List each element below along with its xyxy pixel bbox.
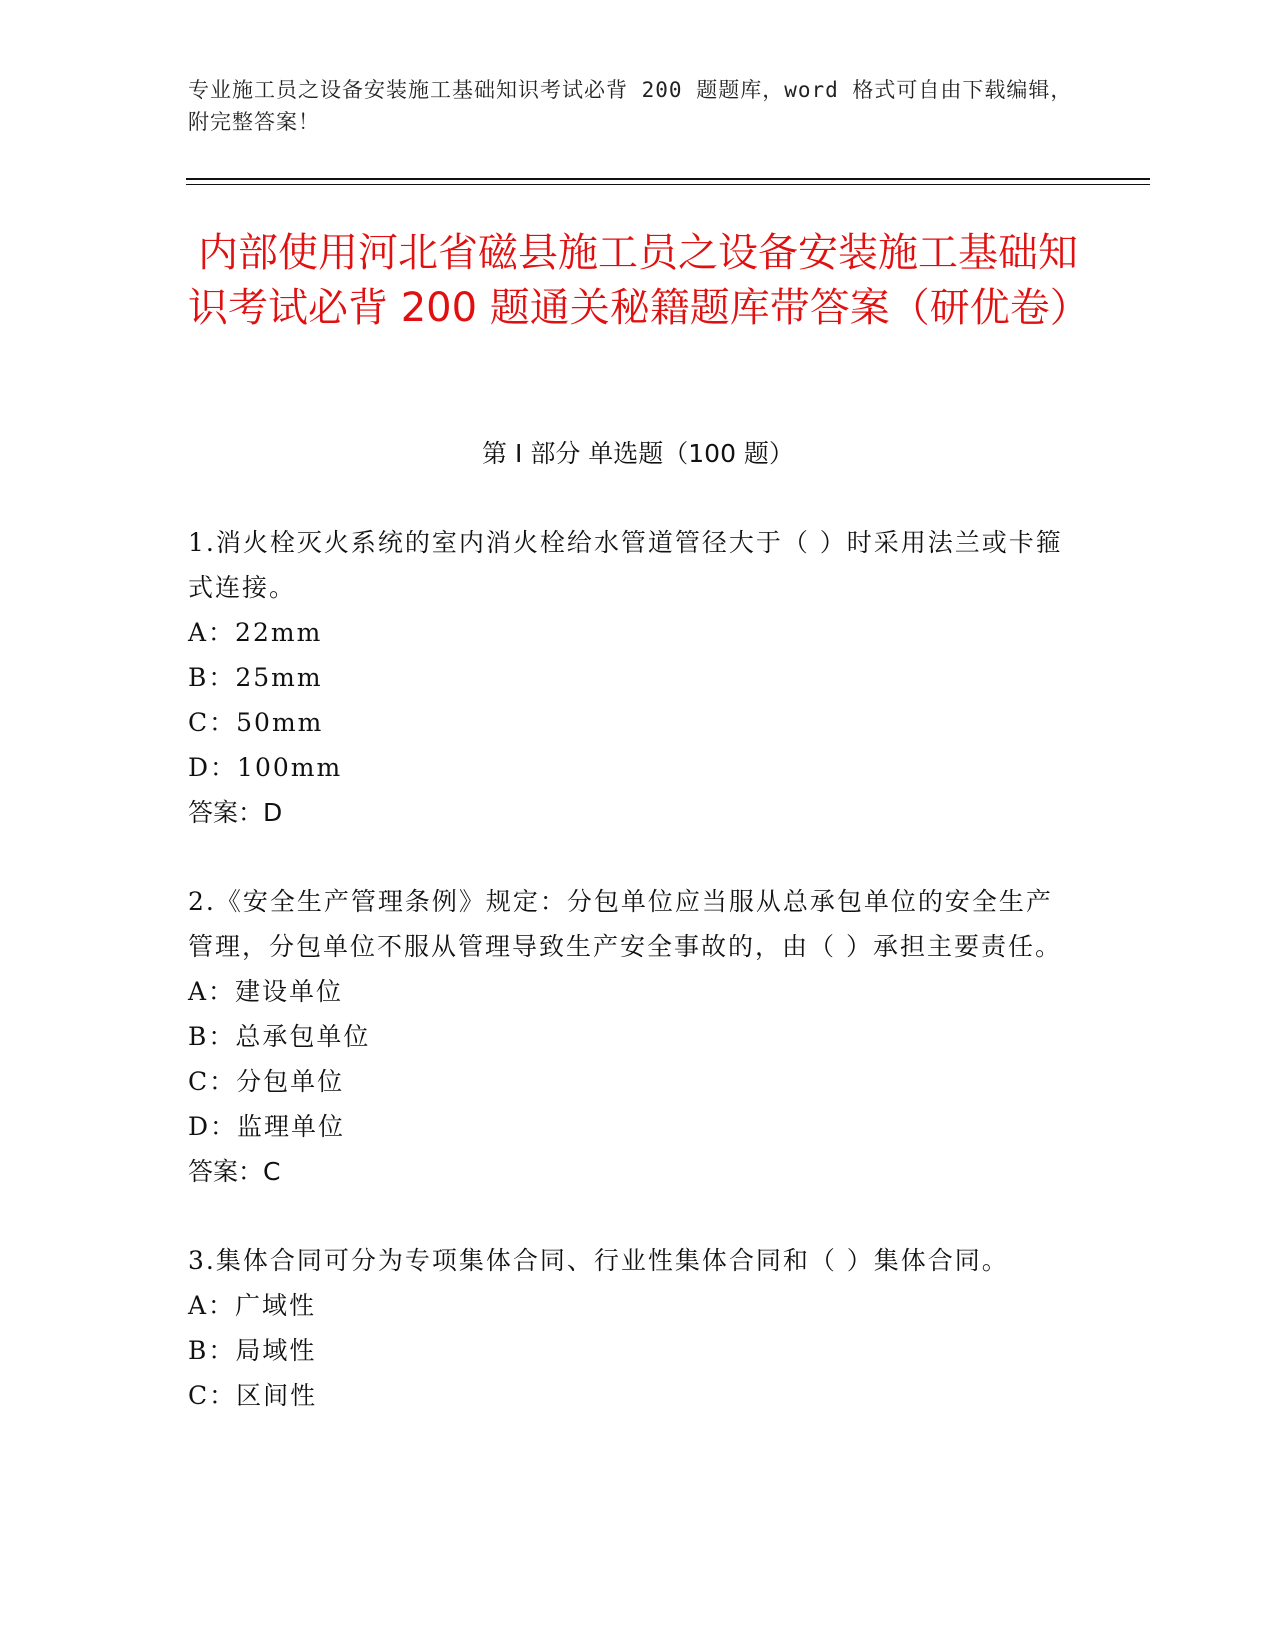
header-divider-thin bbox=[186, 184, 1150, 185]
document-title: 内部使用河北省磁县施工员之设备安装施工基础知识考试必背 200 题通关秘籍题库带答案（研优卷） bbox=[188, 230, 1090, 331]
header-note: 专业施工员之设备安装施工基础知识考试必背 200 题题库，word 格式可自由下载编辑，附完整答案！ bbox=[188, 78, 1073, 134]
answer-line: 答案：D bbox=[188, 798, 283, 827]
option-a: A：22mm bbox=[188, 618, 323, 647]
question-item bbox=[188, 1238, 1072, 1418]
question-item bbox=[188, 879, 1072, 1194]
question-stem: 1.消火栓灭火系统的室内消火栓给水管道管径大于（ ）时采用法兰或卡箍式连接。 bbox=[188, 528, 1063, 602]
question-item bbox=[188, 520, 1072, 835]
option-a: A：建设单位 bbox=[188, 977, 344, 1006]
option-b: B：25mm bbox=[188, 663, 323, 692]
question-list bbox=[188, 520, 1072, 1462]
option-b: B：局域性 bbox=[188, 1336, 317, 1365]
answer-line: 答案：C bbox=[188, 1157, 281, 1186]
option-c: C：分包单位 bbox=[188, 1067, 345, 1096]
header-divider-thick bbox=[186, 178, 1150, 180]
option-c: C：50mm bbox=[188, 708, 324, 737]
option-c: C：区间性 bbox=[188, 1381, 318, 1410]
question-stem: 2.《安全生产管理条例》规定：分包单位应当服从总承包单位的安全生产管理，分包单位不服从管理导致生产安全事故的，由（ ）承担主要责任。 bbox=[188, 887, 1062, 961]
option-d: D：100mm bbox=[188, 753, 343, 782]
section-heading: 第 I 部分 单选题（100 题） bbox=[482, 439, 794, 468]
option-b: B：总承包单位 bbox=[188, 1022, 371, 1051]
question-stem: 3.集体合同可分为专项集体合同、行业性集体合同和（ ）集体合同。 bbox=[188, 1246, 1009, 1275]
option-d: D：监理单位 bbox=[188, 1112, 346, 1141]
option-a: A：广域性 bbox=[188, 1291, 317, 1320]
